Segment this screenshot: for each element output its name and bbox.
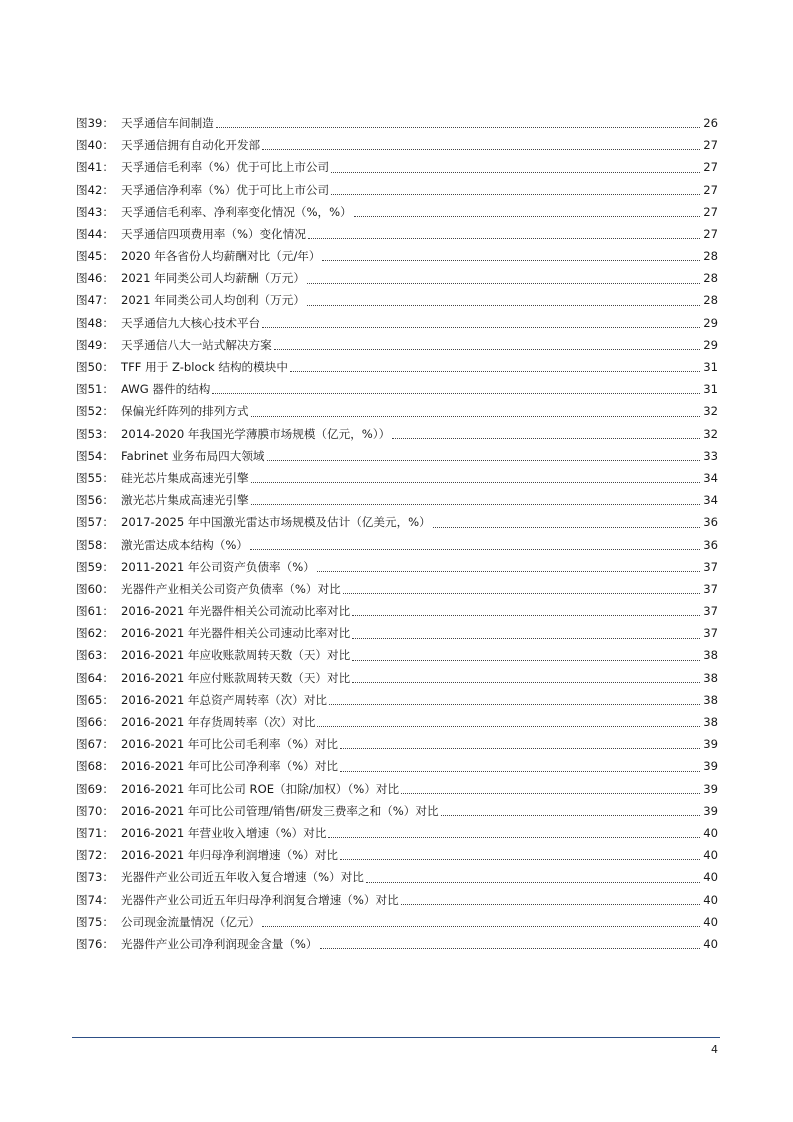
toc-label: 图39：	[76, 115, 114, 130]
toc-title: 2014-2020 年我国光学薄膜市场规模（亿元，%））	[121, 426, 391, 441]
toc-label: 图62：	[76, 626, 114, 641]
toc-label: 图46：	[76, 271, 114, 286]
toc-leader	[331, 193, 700, 195]
toc-leader	[212, 392, 700, 394]
toc-page: 36	[703, 537, 718, 552]
toc-label: 图66：	[76, 715, 114, 730]
toc-page: 27	[703, 182, 718, 197]
toc-label: 图47：	[76, 293, 114, 308]
toc-label: 图63：	[76, 648, 114, 663]
toc-title: 2016-2021 年应付账款周转天数（天）对比	[121, 670, 351, 685]
toc-entry[interactable]	[76, 334, 718, 356]
toc-leader	[274, 348, 700, 350]
toc-label: 图56：	[76, 493, 114, 508]
toc-label: 图75：	[76, 914, 114, 929]
toc-leader	[251, 415, 700, 417]
toc-page: 34	[703, 470, 718, 485]
toc-title: 2016-2021 年应收账款周转天数（天）对比	[121, 648, 351, 663]
toc-page: 40	[703, 848, 718, 863]
toc-label: 图65：	[76, 692, 114, 707]
toc-label: 图50：	[76, 360, 114, 375]
toc-title: 天孚通信净利率（%）优于可比上市公司	[121, 182, 330, 197]
toc-label: 图55：	[76, 470, 114, 485]
toc-title: 天孚通信四项费用率（%）变化情况	[121, 226, 306, 241]
toc-entry[interactable]	[76, 445, 718, 467]
toc-entry[interactable]	[76, 534, 718, 556]
toc-label: 图53：	[76, 426, 114, 441]
toc-title: Fabrinet 业务布局四大领域	[121, 448, 265, 463]
toc-entry[interactable]	[76, 245, 718, 267]
toc-leader	[340, 747, 700, 749]
toc-title: 硅光芯片集成高速光引擎	[121, 470, 249, 485]
toc-title: 天孚通信毛利率（%）优于可比上市公司	[121, 160, 330, 175]
toc-entry[interactable]	[76, 134, 718, 156]
toc-title: 2016-2021 年可比公司管理/销售/研发三费率之和（%）对比	[121, 803, 439, 818]
toc-entry[interactable]	[76, 578, 718, 600]
toc-page: 31	[703, 382, 718, 397]
toc-leader	[251, 503, 700, 505]
toc-title: 2021 年同类公司人均薪酬（万元）	[121, 271, 305, 286]
toc-label: 图68：	[76, 759, 114, 774]
toc-page: 39	[703, 781, 718, 796]
toc-leader	[251, 481, 700, 483]
toc-label: 图48：	[76, 315, 114, 330]
toc-title: 2016-2021 年可比公司净利率（%）对比	[121, 759, 339, 774]
toc-entry[interactable]	[76, 755, 718, 777]
toc-page: 28	[703, 293, 718, 308]
toc-title: 2017-2025 年中国激光雷达市场规模及估计（亿美元，%）	[121, 515, 431, 530]
toc-entry[interactable]	[76, 511, 718, 533]
toc-title: 2016-2021 年光器件相关公司流动比率对比	[121, 604, 351, 619]
toc-entry[interactable]	[76, 733, 718, 755]
footer-rule	[72, 1037, 720, 1038]
toc-label: 图61：	[76, 604, 114, 619]
toc-leader	[317, 570, 700, 572]
toc-leader	[216, 126, 700, 128]
toc-leader	[401, 903, 700, 905]
toc-page: 40	[703, 914, 718, 929]
toc-label: 图40：	[76, 138, 114, 153]
toc-title: 公司现金流量情况（亿元）	[121, 914, 261, 929]
toc-page: 38	[703, 670, 718, 685]
toc-entry[interactable]	[76, 156, 718, 178]
toc-entry[interactable]	[76, 489, 718, 511]
toc-page: 32	[703, 426, 718, 441]
toc-page: 33	[703, 448, 718, 463]
toc-label: 图49：	[76, 337, 114, 352]
toc-page: 29	[703, 337, 718, 352]
toc-entry[interactable]	[76, 711, 718, 733]
toc-leader	[352, 637, 700, 639]
toc-page: 28	[703, 249, 718, 264]
toc-entry[interactable]	[76, 423, 718, 445]
toc-leader	[262, 326, 700, 328]
toc-title: AWG 器件的结构	[121, 382, 211, 397]
toc-label: 图41：	[76, 160, 114, 175]
toc-entry[interactable]	[76, 911, 718, 933]
toc-page: 27	[703, 204, 718, 219]
toc-entry[interactable]	[76, 600, 718, 622]
toc-entry[interactable]	[76, 201, 718, 223]
toc-page: 29	[703, 315, 718, 330]
toc-label: 图44：	[76, 226, 114, 241]
toc-leader	[290, 370, 700, 372]
toc-leader	[317, 725, 700, 727]
toc-title: 光器件产业相关公司资产负债率（%）对比	[121, 581, 341, 596]
toc-entry[interactable]	[76, 400, 718, 422]
toc-title: 天孚通信九大核心技术平台	[121, 315, 261, 330]
toc-title: 2016-2021 年总资产周转率（次）对比	[121, 692, 328, 707]
toc-page: 32	[703, 404, 718, 419]
toc-title: 2016-2021 年归母净利润增速（%）对比	[121, 848, 339, 863]
toc-list	[76, 112, 718, 955]
toc-entry[interactable]	[76, 800, 718, 822]
toc-leader	[308, 237, 700, 239]
toc-label: 图45：	[76, 249, 114, 264]
toc-leader	[352, 681, 700, 683]
toc-label: 图73：	[76, 870, 114, 885]
toc-leader	[322, 259, 700, 261]
toc-leader	[307, 282, 700, 284]
toc-entry[interactable]	[76, 223, 718, 245]
toc-leader	[352, 659, 700, 661]
toc-title: 2016-2021 年存货周转率（次）对比	[121, 715, 316, 730]
toc-entry[interactable]	[76, 645, 718, 667]
toc-entry[interactable]	[76, 312, 718, 334]
toc-title: 激光雷达成本结构（%）	[121, 537, 248, 552]
toc-leader	[401, 792, 700, 794]
toc-page: 34	[703, 493, 718, 508]
toc-title: 2016-2021 年可比公司 ROE（扣除/加权）（%）对比	[121, 781, 400, 796]
toc-leader	[250, 548, 700, 550]
toc-leader	[307, 304, 700, 306]
toc-entry[interactable]	[76, 622, 718, 644]
toc-label: 图51：	[76, 382, 114, 397]
toc-title: 天孚通信毛利率、净利率变化情况（%，%）	[121, 204, 352, 219]
toc-entry[interactable]	[76, 378, 718, 400]
toc-label: 图72：	[76, 848, 114, 863]
toc-title: 2016-2021 年营业收入增速（%）对比	[121, 825, 327, 840]
toc-leader	[340, 770, 700, 772]
toc-page: 37	[703, 604, 718, 619]
toc-leader	[392, 437, 700, 439]
toc-entry[interactable]	[76, 112, 718, 134]
toc-title: 2016-2021 年光器件相关公司速动比率对比	[121, 626, 351, 641]
toc-entry[interactable]	[76, 778, 718, 800]
toc-leader	[366, 881, 700, 883]
toc-label: 图59：	[76, 559, 114, 574]
toc-entry[interactable]	[76, 267, 718, 289]
toc-title: 激光芯片集成高速光引擎	[121, 493, 249, 508]
toc-page: 36	[703, 515, 718, 530]
toc-title: 2021 年同类公司人均创利（万元）	[121, 293, 305, 308]
toc-title: 光器件产业公司近五年归母净利润复合增速（%）对比	[121, 892, 399, 907]
toc-label: 图70：	[76, 803, 114, 818]
toc-label: 图60：	[76, 581, 114, 596]
toc-label: 图64：	[76, 670, 114, 685]
toc-page: 37	[703, 626, 718, 641]
toc-leader	[262, 148, 700, 150]
toc-entry[interactable]	[76, 467, 718, 489]
toc-leader	[441, 814, 700, 816]
toc-title: 2020 年各省份人均薪酬对比（元/年）	[121, 249, 321, 264]
toc-label: 图74：	[76, 892, 114, 907]
toc-label: 图42：	[76, 182, 114, 197]
toc-title: 天孚通信拥有自动化开发部	[121, 138, 261, 153]
toc-page: 40	[703, 870, 718, 885]
toc-label: 图57：	[76, 515, 114, 530]
toc-entry[interactable]	[76, 933, 718, 955]
toc-page: 39	[703, 759, 718, 774]
toc-label: 图54：	[76, 448, 114, 463]
toc-leader	[331, 171, 700, 173]
toc-page: 38	[703, 648, 718, 663]
toc-leader	[328, 836, 700, 838]
toc-title: 天孚通信八大一站式解决方案	[121, 337, 272, 352]
toc-title: 保偏光纤阵列的排列方式	[121, 404, 249, 419]
toc-leader	[267, 459, 700, 461]
toc-page: 28	[703, 271, 718, 286]
toc-title: 天孚通信车间制造	[121, 115, 214, 130]
toc-page: 39	[703, 803, 718, 818]
toc-label: 图52：	[76, 404, 114, 419]
toc-page: 27	[703, 226, 718, 241]
toc-title: 2011-2021 年公司资产负债率（%）	[121, 559, 315, 574]
toc-leader	[352, 614, 700, 616]
toc-entry[interactable]	[76, 667, 718, 689]
toc-leader	[343, 592, 700, 594]
toc-page: 26	[703, 115, 718, 130]
toc-page: 38	[703, 692, 718, 707]
toc-entry[interactable]	[76, 844, 718, 866]
toc-label: 图76：	[76, 936, 114, 951]
toc-leader	[340, 858, 700, 860]
toc-title: TFF 用于 Z-block 结构的模块中	[121, 360, 288, 375]
toc-leader	[329, 703, 700, 705]
toc-page: 37	[703, 559, 718, 574]
toc-page: 27	[703, 138, 718, 153]
toc-leader	[354, 215, 700, 217]
toc-page: 39	[703, 737, 718, 752]
toc-page: 38	[703, 715, 718, 730]
toc-page: 27	[703, 160, 718, 175]
toc-entry[interactable]	[76, 889, 718, 911]
toc-page: 37	[703, 581, 718, 596]
toc-label: 图71：	[76, 825, 114, 840]
toc-entry[interactable]	[76, 689, 718, 711]
toc-page: 40	[703, 936, 718, 951]
toc-label: 图69：	[76, 781, 114, 796]
toc-page: 31	[703, 360, 718, 375]
toc-leader	[262, 925, 700, 927]
toc-page: 40	[703, 825, 718, 840]
toc-title: 2016-2021 年可比公司毛利率（%）对比	[121, 737, 339, 752]
toc-label: 图58：	[76, 537, 114, 552]
toc-label: 图43：	[76, 204, 114, 219]
page-number: 4	[711, 1043, 718, 1056]
toc-leader	[433, 526, 700, 528]
toc-title: 光器件产业公司近五年收入复合增速（%）对比	[121, 870, 364, 885]
toc-entry[interactable]	[76, 290, 718, 312]
toc-entry[interactable]	[76, 179, 718, 201]
toc-title: 光器件产业公司净利润现金含量（%）	[121, 936, 318, 951]
toc-leader	[320, 947, 700, 949]
toc-entry[interactable]	[76, 556, 718, 578]
toc-entry[interactable]	[76, 866, 718, 888]
toc-label: 图67：	[76, 737, 114, 752]
toc-entry[interactable]	[76, 356, 718, 378]
toc-entry[interactable]	[76, 822, 718, 844]
toc-page: 40	[703, 892, 718, 907]
